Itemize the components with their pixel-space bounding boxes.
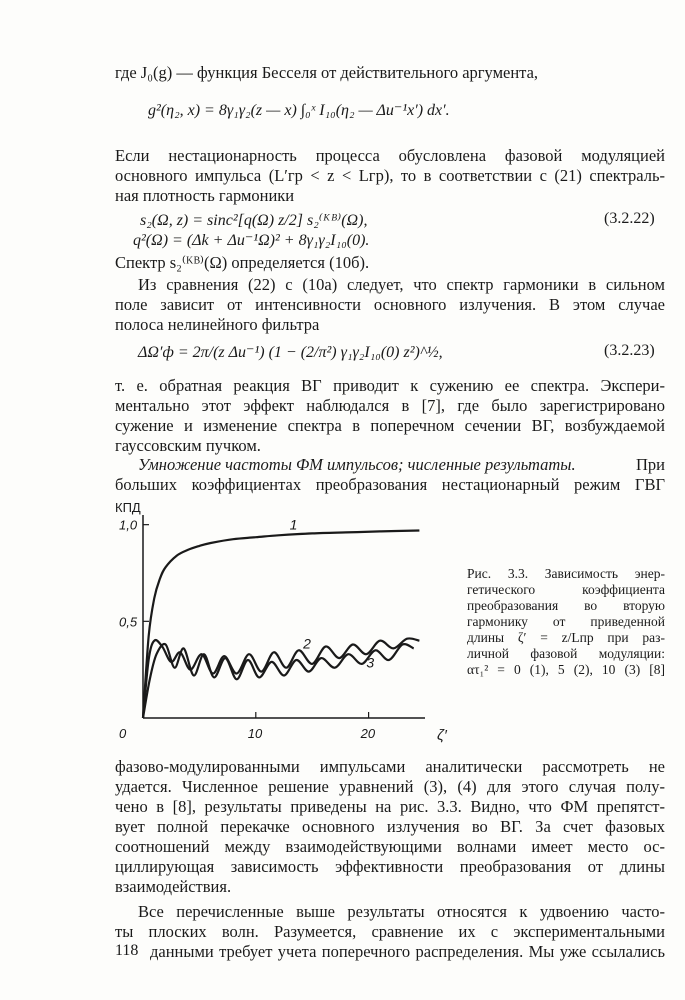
text-line: чено в [8], результаты приведены на рис. 3.3. Видно, что ФМ препятст- xyxy=(115,797,665,816)
text-line: данными требует учета поперечного распределения. Мы уже ссылались xyxy=(150,942,665,961)
text-line: ты плоских волн. Разумеется, сравнение их с экспериментальными xyxy=(115,922,665,941)
equation-number: (3.2.23) xyxy=(604,342,655,359)
text-line: где J₀(g) — функция Бесселя от действительного аргумента, xyxy=(115,63,539,82)
caption-line: Рис. 3.3. Зависимость энер- xyxy=(467,566,665,581)
text-line: фазово-модулированными импульсами аналитически рассмотреть не xyxy=(115,757,665,776)
caption-line: преобразования во вторую xyxy=(467,598,665,613)
text-line: соотношений между взаимодействующими волнами имеет место ос- xyxy=(115,837,665,856)
text-line: удается. Численное решение уравнений (3), (4) для этого случая полу- xyxy=(115,777,665,796)
series-1-line xyxy=(143,531,419,719)
equation-delta-omega: ΔΩ′ф = 2π/(z Δu⁻¹) (1 − (2/π²) γ₁γ₂I₁₀(0) z²)^½, xyxy=(138,344,443,361)
text-line: поле зависит от интенсивности основного излучения. В этом случае xyxy=(115,295,665,314)
text-line: Из сравнения (22) с (10а) следует, что спектр гармоники в сильном xyxy=(138,275,665,294)
series-1-label: 1 xyxy=(289,516,298,533)
text-line: Все перечисленные выше результаты относятся к удвоению часто- xyxy=(138,902,665,921)
text-line: полоса нелинейного фильтра xyxy=(115,315,320,334)
y-axis-label: КПД xyxy=(115,500,141,515)
text-line: Спектр s₂⁽ᴷᴮ⁾(Ω) определяется (10б). xyxy=(115,253,370,272)
equation-q2: q²(Ω) = (Δk + Δu⁻¹Ω)² + 8γ₁γ₂I₁₀(0). xyxy=(133,232,370,249)
text-line: Если нестационарность процесса обусловлена фазовой модуляцией xyxy=(115,146,665,165)
x-tick-label: 10 xyxy=(247,726,263,741)
x-tick-label: 0 xyxy=(119,726,127,741)
equation-g2: g²(η₂, x) = 8γ₁γ₂(z — x) ∫₀ˣ I₁₀(η₂ — Δu⁻¹x′) dx′. xyxy=(148,102,450,119)
figure-caption xyxy=(467,566,665,678)
series-3-label: 3 xyxy=(366,654,375,671)
page-number: 118 xyxy=(115,942,139,959)
text-line: ная плотность гармоники xyxy=(115,186,295,205)
caption-line: гармонику от приведенной xyxy=(467,614,665,629)
text-line: взаимодействия. xyxy=(115,877,232,896)
text-line: циллирующая зависимость эффективности преобразования от длины xyxy=(115,857,665,876)
y-tick-label: 0,5 xyxy=(119,614,138,630)
text-line: больших коэффициентах преобразования нестационарный режим ГВГ xyxy=(115,475,665,494)
caption-line: длины ζ′ = z/Lпр при раз- xyxy=(467,630,665,645)
text-line: т. е. обратная реакция ВГ приводит к сужению ее спектра. Экспери- xyxy=(115,376,665,395)
text-line: вует полной перекачке основного излучения во ВГ. За счет фазовых xyxy=(115,817,665,836)
text-line: основного импульса (L′гр < z < Lгр), то в соответствии с (21) спектраль- xyxy=(115,166,665,185)
section-italic-heading: Умножение частоты ФМ импульсов; численные результаты. xyxy=(138,455,576,474)
series-2-label: 2 xyxy=(303,635,311,652)
equation-number: (3.2.22) xyxy=(604,210,655,227)
text-line: сужение и изменение спектра в поперечном сечении ВГ, возбуждаемой xyxy=(115,416,665,435)
x-axis-label: ζ′ xyxy=(437,727,447,744)
caption-line: гетического коэффициента xyxy=(467,582,665,597)
y-tick-label: 1,0 xyxy=(119,517,138,533)
text-line: гауссовским пучком. xyxy=(115,436,261,455)
text-line: ментально этот эффект наблюдался в [7], где было зарегистрировано xyxy=(115,396,665,415)
x-tick-label: 20 xyxy=(360,726,376,741)
equation-s2: s₂(Ω, z) = sinc²[q(Ω) z/2] s₂⁽ᴷᴮ⁾(Ω), xyxy=(140,212,368,229)
text-fragment: При xyxy=(636,455,665,474)
caption-line: ατ₁² = 0 (1), 5 (2), 10 (3) [8] xyxy=(467,662,665,677)
caption-line: личной фазовой модуляции: xyxy=(467,646,665,661)
